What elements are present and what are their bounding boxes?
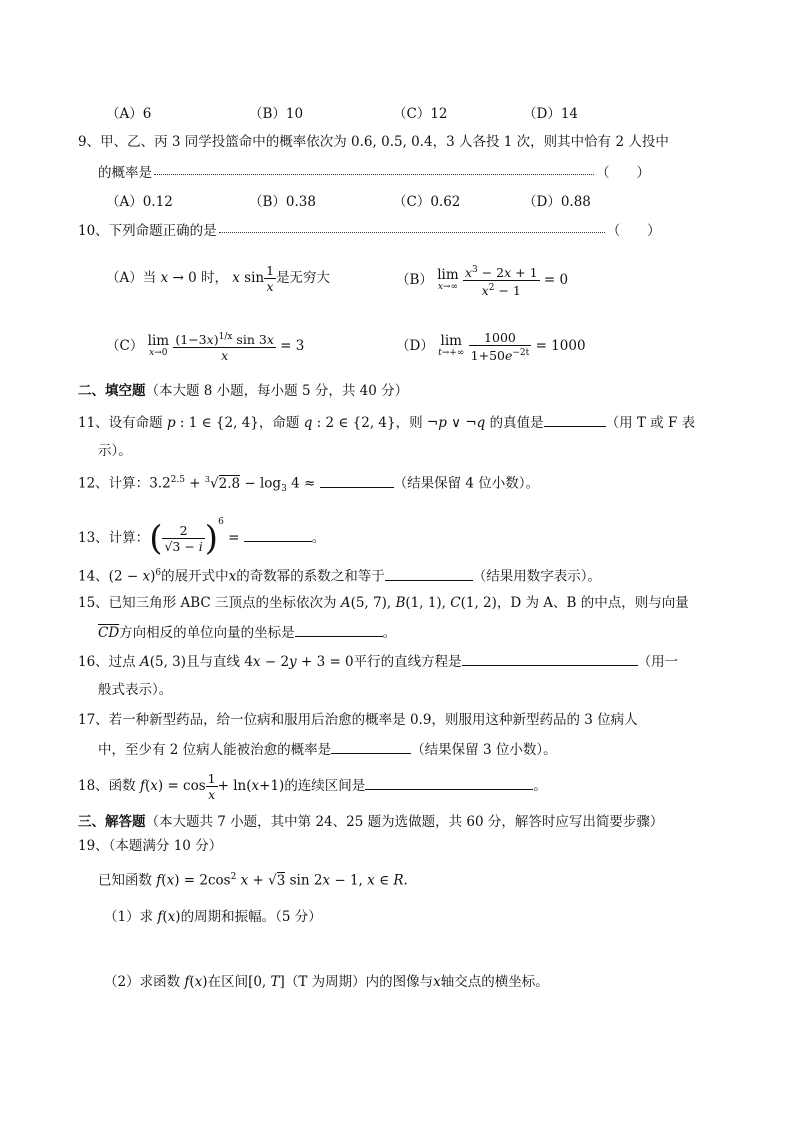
answer-blank[interactable] bbox=[244, 527, 312, 542]
q19-part2: （2）求函数 f(x)在区间[0, T]（T 为周期）内的图像与x轴交点的横坐标。 bbox=[104, 974, 549, 990]
q13-line: 13、计算：( $\frac{2}{√3 - i}$ )$^6$ = 。 bbox=[78, 517, 326, 559]
q14-line: 14、$(2 - x)^6$的展开式中x的奇数幂的系数之和等于 （结果用数字表示）。 bbox=[78, 563, 601, 587]
section-desc: （本大题共 7 小题，其中第 24、25 题为选做题，共 60 分，解答时应写出简要步骤） bbox=[145, 814, 664, 830]
answer-blank[interactable] bbox=[462, 651, 638, 666]
section-3-heading bbox=[78, 812, 663, 832]
answer-blank[interactable] bbox=[295, 622, 383, 637]
q11-text: ，命题 bbox=[258, 415, 300, 431]
q19-given: 已知函数 $f(x) = 2\cos^2$ x + √3 sin 2x − 1, x ∈ R. bbox=[98, 872, 408, 889]
q11-text: 的真值是 bbox=[489, 415, 544, 431]
q19-text: 在区间 bbox=[207, 974, 249, 990]
q9-option-d: （D）0.88 bbox=[523, 194, 591, 210]
q9-option-b: （B）0.38 bbox=[249, 194, 316, 210]
q10-option-b: （B） lim x→∞ $\frac{x^3 - 2x + 1}{x^2 - 1}$ = 0 bbox=[396, 265, 569, 299]
answer-blank[interactable] bbox=[365, 775, 533, 790]
answer-blank[interactable] bbox=[320, 473, 394, 488]
q14-text: （结果用数字表示）。 bbox=[472, 568, 601, 585]
q10-stem bbox=[78, 221, 661, 241]
q12-text: （结果保留 4 位小数）。 bbox=[393, 475, 540, 492]
q15-line1: 15、已知三角形 ABC 三顶点的坐标依次为 A(5, 7), B(1, 1), C(1, 2)，D 为 A、B 的中点，则与向量 bbox=[78, 595, 689, 611]
q11-text: ，则 bbox=[395, 415, 423, 431]
q18-text: 。 bbox=[533, 778, 547, 794]
q19-text: （2）求函数 bbox=[104, 974, 181, 990]
q16-line2: 般式表示）。 bbox=[98, 682, 173, 698]
q19-part1: （1）求 f(x)的周期和振幅。（5 分） bbox=[104, 909, 322, 925]
q19-head: 19、（本题满分 10 分） bbox=[78, 838, 223, 854]
q16-line1: 16、过点 A(5, 3)且与直线 4x − 2y + 3 = 0平行的直线方程是 （用一 bbox=[78, 651, 678, 672]
option-text: 是无穷大 bbox=[276, 270, 331, 286]
fraction: $\frac{(1-3x)^{1/x} \sin 3x}{x}$ bbox=[175, 332, 274, 364]
q14-text: 的展开式中 bbox=[161, 568, 229, 585]
q15-text: ，D 为 A、B 的中点，则与向量 bbox=[496, 595, 689, 611]
q17-text: 中，至少有 2 位病人能被治愈的概率是 bbox=[98, 742, 332, 758]
limit: lim x→0 bbox=[147, 332, 170, 358]
fraction: $\frac{1000}{1+50e^{-2t}}$ bbox=[470, 330, 530, 364]
q10-option-a: （A）当 x → 0 时， x sin $\frac{1}{x}$ 是无穷大 bbox=[106, 263, 331, 294]
option-label: （B） bbox=[396, 272, 433, 289]
q11-line2: 示）。 bbox=[98, 443, 132, 459]
fraction: $\frac{x^3 - 2x + 1}{x^2 - 1}$ bbox=[464, 265, 538, 299]
option-label: （C） bbox=[106, 338, 144, 355]
fraction: $\frac{1}{x}$ bbox=[266, 263, 275, 294]
q10-option-c: （C） lim x→0 $\frac{(1-3x)^{1/x} \sin 3x}{x}$ = 3 bbox=[106, 332, 305, 364]
section-2-heading bbox=[78, 381, 408, 401]
q16-text: 16、过点 bbox=[78, 654, 136, 670]
q18-text: 的连续区间是 bbox=[284, 778, 366, 794]
q10-option-d: （D） lim t→+∞ $\frac{1000}{1+50e^{-2t}}$ = 1000 bbox=[396, 330, 586, 364]
q11-text: （用 T 或 F 表 bbox=[605, 415, 696, 431]
limit: lim x→∞ bbox=[437, 266, 459, 292]
q8-option-b: （B）10 bbox=[249, 106, 304, 122]
q19-text: 轴交点的横坐标。 bbox=[440, 974, 549, 990]
section-title: 三、解答题 bbox=[78, 814, 146, 830]
q19-text: 的周期和振幅。（5 分） bbox=[180, 909, 322, 925]
answer-blank[interactable] bbox=[385, 566, 473, 581]
q9-stem-text: 的概率是 bbox=[98, 165, 152, 181]
q18-line: 18、函数 f(x) = cos $\frac{1}{x}$ + ln(x+1)的连续区间是 。 bbox=[78, 771, 547, 802]
q8-option-a: （A）6 bbox=[106, 106, 152, 122]
q15-text: 15、已知三角形 ABC 三顶点的坐标依次为 bbox=[78, 595, 337, 611]
q11-text: 11、设有命题 bbox=[78, 415, 163, 431]
q16-text: （用一 bbox=[637, 654, 679, 670]
option-label: （A）当 bbox=[106, 270, 157, 286]
fraction: $\frac{1}{x}$ bbox=[207, 771, 216, 802]
option-label: （D） bbox=[396, 338, 434, 355]
q9-stem-line1: 9、甲、乙、丙 3 同学投篮命中的概率依次为 0.6, 0.5, 0.4，3 人各投 1 次，则其中恰有 2 人投中 bbox=[78, 134, 669, 150]
q8-option-c: （C）12 bbox=[393, 106, 448, 122]
q19-text: 已知函数 bbox=[98, 872, 152, 889]
q13-text: 。 bbox=[311, 530, 326, 546]
fraction: $\frac{2}{√3 - i}$ bbox=[164, 523, 203, 554]
q9-option-c: （C）0.62 bbox=[393, 194, 461, 210]
q18-text: 18、函数 bbox=[78, 778, 136, 794]
q15-text: 。 bbox=[382, 625, 397, 641]
q15-line2: $\overline{CD}$方向相反的单位向量的坐标是 。 bbox=[98, 622, 396, 643]
section-desc: （本大题 8 小题，每小题 5 分，共 40 分） bbox=[145, 383, 409, 399]
leader-dots bbox=[154, 173, 594, 175]
leader-dots bbox=[219, 231, 605, 233]
q16-text: 且与直线 bbox=[186, 654, 241, 670]
q12-text: 12、计算： bbox=[78, 475, 150, 492]
q15-text: 方向相反的单位向量的坐标是 bbox=[119, 625, 295, 641]
q8-option-d: （D）14 bbox=[523, 106, 579, 122]
q9-option-a: （A）0.12 bbox=[106, 194, 173, 210]
q12-line: 12、计算：$3.2^{2.5} + ^3√2.8 - \log_3 4$ ≈ （结果保留 4 位小数）。 bbox=[78, 470, 539, 499]
q9-stem-line2 bbox=[98, 163, 650, 183]
limit: lim t→+∞ bbox=[438, 332, 465, 358]
answer-blank[interactable] bbox=[544, 412, 606, 427]
answer-paren: （ ） bbox=[596, 165, 650, 181]
q16-text: 平行的直线方程是 bbox=[353, 654, 462, 670]
q19-text: （1）求 bbox=[104, 909, 154, 925]
q17-text: （结果保留 3 位小数）。 bbox=[411, 742, 557, 758]
q10-stem-text: 10、下列命题正确的是 bbox=[78, 223, 217, 239]
q14-text: 的奇数幂的系数之和等于 bbox=[236, 568, 385, 585]
answer-paren: （ ） bbox=[606, 223, 661, 239]
q13-text: 13、计算： bbox=[78, 530, 150, 546]
q17-line2 bbox=[98, 739, 557, 760]
q17-line1: 17、若一种新型药品，给一位病和服用后治愈的概率是 0.9，则服用这种新型药品的 3 位病人 bbox=[78, 712, 638, 728]
answer-blank[interactable] bbox=[331, 739, 411, 754]
q19-text: （T 为周期）内的图像与 bbox=[284, 974, 434, 990]
q11-line1: 11、设有命题 p : 1 ∈ {2, 4}，命题 q : 2 ∈ {2, 4}，则 ¬p ∨ ¬q 的真值是 （用 T 或 F 表 bbox=[78, 412, 695, 433]
section-title: 二、填空题 bbox=[78, 383, 146, 399]
